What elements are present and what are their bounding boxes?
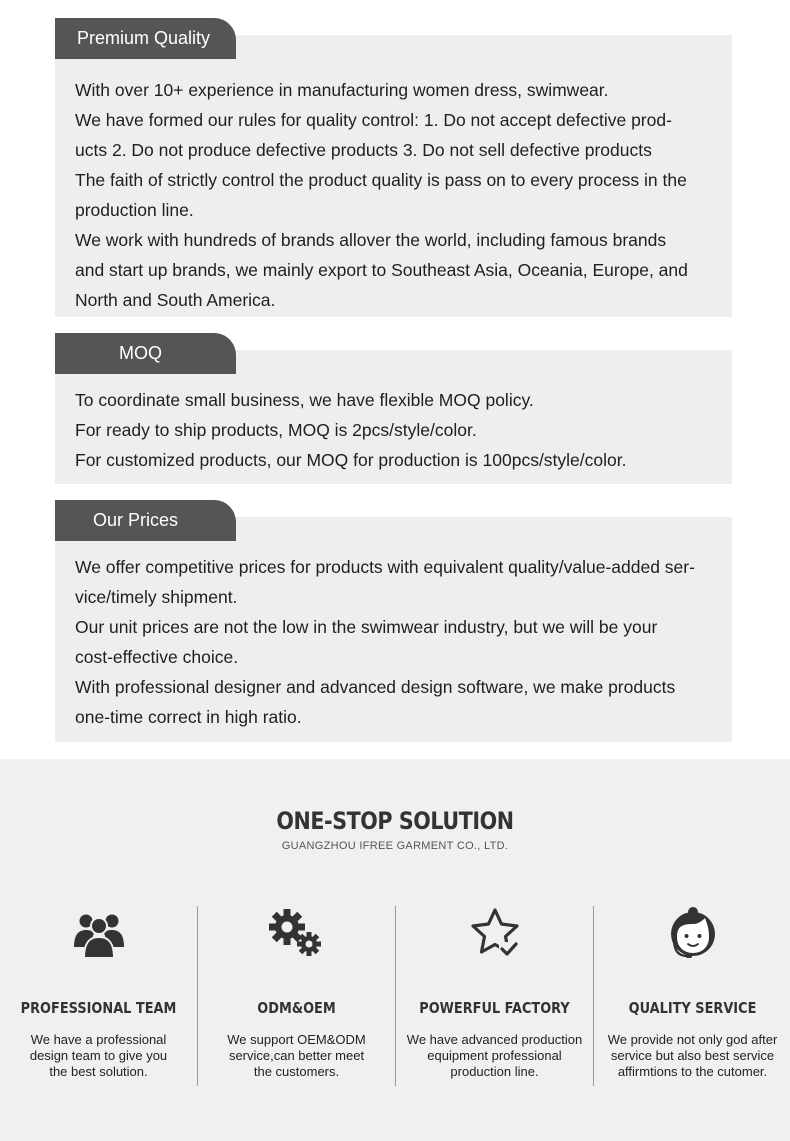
feature-description <box>404 1032 585 1080</box>
description-line: service but also best service <box>610 1048 775 1063</box>
description-line: We have a professional <box>30 1032 167 1047</box>
one-stop-solution-panel <box>0 759 790 1141</box>
paragraph-line: To coordinate small business, we have flexible MOQ policy. <box>75 390 534 410</box>
paragraph-line: and start up brands, we mainly export to Southeast Asia, Oceania, Europe, and <box>75 260 688 280</box>
description-line: We provide not only god after <box>607 1032 778 1047</box>
description-line: service,can better meet <box>228 1048 365 1063</box>
feature-title: QUALITY SERVICE <box>628 999 757 1017</box>
premium-quality-tab: Premium Quality <box>55 18 236 59</box>
feature-description <box>8 1032 189 1080</box>
paragraph-line: production line. <box>75 200 194 220</box>
paragraph-line: With professional designer and advanced design software, we make products <box>75 677 676 697</box>
description-line: the customers. <box>253 1064 340 1079</box>
paragraph-line: We work with hundreds of brands allover the world, including famous brands <box>75 230 667 250</box>
feature-title: PROFESSIONAL TEAM <box>20 999 177 1017</box>
paragraph-line: With over 10+ experience in manufacturing women dress, swimwear. <box>75 80 609 100</box>
description-line: production line. <box>450 1064 539 1079</box>
description-line: We support OEM&ODM <box>227 1032 366 1047</box>
our-prices-tab: Our Prices <box>55 500 236 541</box>
one-stop-title: ONE-STOP SOLUTION <box>276 807 514 835</box>
feature-odm-oem <box>198 904 395 1086</box>
team-icon <box>0 904 197 964</box>
paragraph-line: ucts 2. Do not produce defective products 3. Do not sell defective products <box>75 140 652 160</box>
feature-quality-service <box>594 904 790 1086</box>
star-check-icon <box>396 904 593 964</box>
headset-agent-icon <box>594 904 790 964</box>
description-line: design team to give you <box>29 1048 168 1063</box>
feature-title: POWERFUL FACTORY <box>419 999 570 1017</box>
gears-icon <box>198 904 395 964</box>
paragraph-line: Our unit prices are not the low in the swimwear industry, but we will be your <box>75 617 658 637</box>
feature-description <box>206 1032 387 1080</box>
feature-professional-team <box>0 904 197 1086</box>
paragraph-line: vice/timely shipment. <box>75 587 238 607</box>
paragraph-line: We offer competitive prices for products with equivalent quality/value-added ser- <box>75 557 695 577</box>
our-prices-box <box>55 517 732 742</box>
paragraph-line: For customized products, our MOQ for production is 100pcs/style/color. <box>75 450 627 470</box>
paragraph-line: We have formed our rules for quality control: 1. Do not accept defective prod- <box>75 110 672 130</box>
description-line: affirmtions to the cutomer. <box>617 1064 768 1079</box>
moq-tab: MOQ <box>55 333 236 374</box>
paragraph-line: The faith of strictly control the product quality is pass on to every process in the <box>75 170 687 190</box>
premium-quality-box <box>55 35 732 317</box>
feature-title: ODM&OEM <box>257 999 336 1017</box>
paragraph-line: For ready to ship products, MOQ is 2pcs/style/color. <box>75 420 477 440</box>
description-line: We have advanced production <box>406 1032 583 1047</box>
company-name: GUANGZHOU IFREE GARMENT CO., LTD. <box>281 840 509 852</box>
description-line: equipment professional <box>427 1048 562 1063</box>
paragraph-line: one-time correct in high ratio. <box>75 707 302 727</box>
description-line: the best solution. <box>49 1064 148 1079</box>
feature-powerful-factory <box>396 904 593 1086</box>
feature-description <box>602 1032 783 1080</box>
paragraph-line: cost-effective choice. <box>75 647 239 667</box>
paragraph-line: North and South America. <box>75 290 276 310</box>
